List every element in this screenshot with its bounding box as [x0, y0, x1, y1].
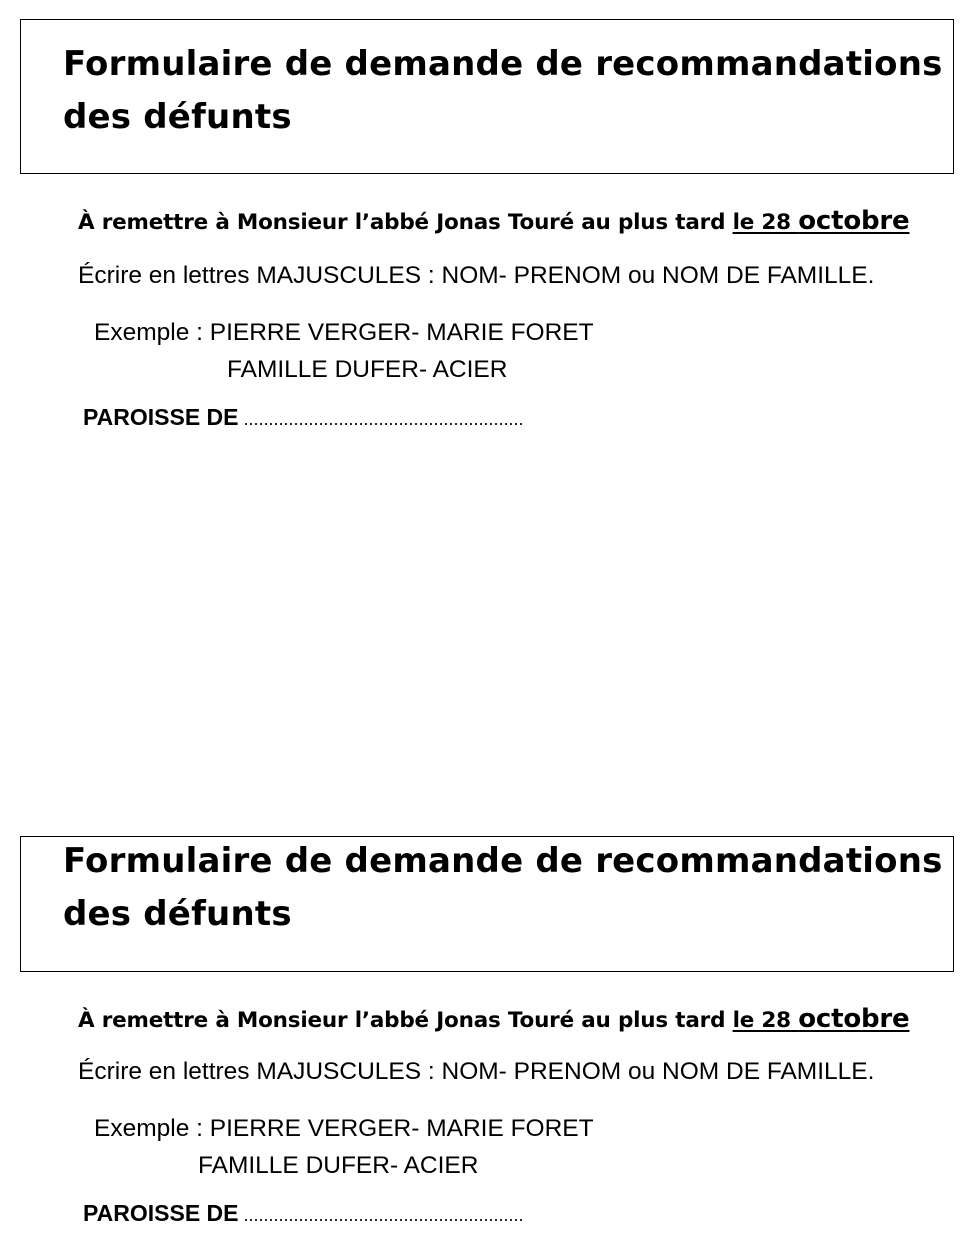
deadline-day: le 28	[732, 1008, 799, 1033]
parish-label: PAROISSE DE	[83, 404, 239, 430]
instruction-text: Écrire en lettres MAJUSCULES : NOM- PRENOM ou NOM DE FAMILLE.	[78, 262, 875, 289]
form-title-line-1: Formulaire de demande de recommandations	[63, 841, 943, 881]
form-title-line-2: des défunts	[63, 894, 292, 934]
deadline-prefix: À remettre à Monsieur l’abbé Jonas Touré au plus tard	[78, 1008, 733, 1033]
deadline-date	[732, 1004, 910, 1034]
title-box	[20, 19, 954, 174]
form-title-line-2: des défunts	[63, 97, 292, 137]
parish-field[interactable]	[83, 404, 524, 431]
form-title-line-1: Formulaire de demande de recommandations	[63, 44, 943, 84]
example-line-2: FAMILLE DUFER- ACIER	[198, 1152, 479, 1179]
title-box	[20, 836, 954, 972]
deadline-text	[78, 206, 909, 236]
parish-label: PAROISSE DE	[83, 1200, 239, 1226]
form-title	[63, 38, 943, 144]
example-line-1: Exemple : PIERRE VERGER- MARIE FORET	[94, 319, 594, 346]
parish-field[interactable]	[83, 1200, 524, 1227]
example-line-2: FAMILLE DUFER- ACIER	[227, 356, 508, 383]
deadline-month: octobre	[798, 1004, 910, 1034]
deadline-month: octobre	[798, 206, 910, 236]
instruction-text: Écrire en lettres MAJUSCULES : NOM- PRENOM ou NOM DE FAMILLE.	[78, 1058, 875, 1085]
form-title	[63, 835, 943, 941]
example-line-1: Exemple : PIERRE VERGER- MARIE FORET	[94, 1115, 594, 1142]
example-block	[94, 1110, 594, 1184]
deadline-prefix: À remettre à Monsieur l’abbé Jonas Touré au plus tard	[78, 210, 733, 235]
parish-fill-line[interactable]: ........................................................	[238, 409, 524, 429]
deadline-day: le 28	[732, 210, 799, 235]
deadline-date	[732, 206, 910, 236]
parish-fill-line[interactable]: ........................................................	[238, 1205, 524, 1225]
deadline-text	[78, 1004, 909, 1034]
example-block	[94, 314, 594, 388]
